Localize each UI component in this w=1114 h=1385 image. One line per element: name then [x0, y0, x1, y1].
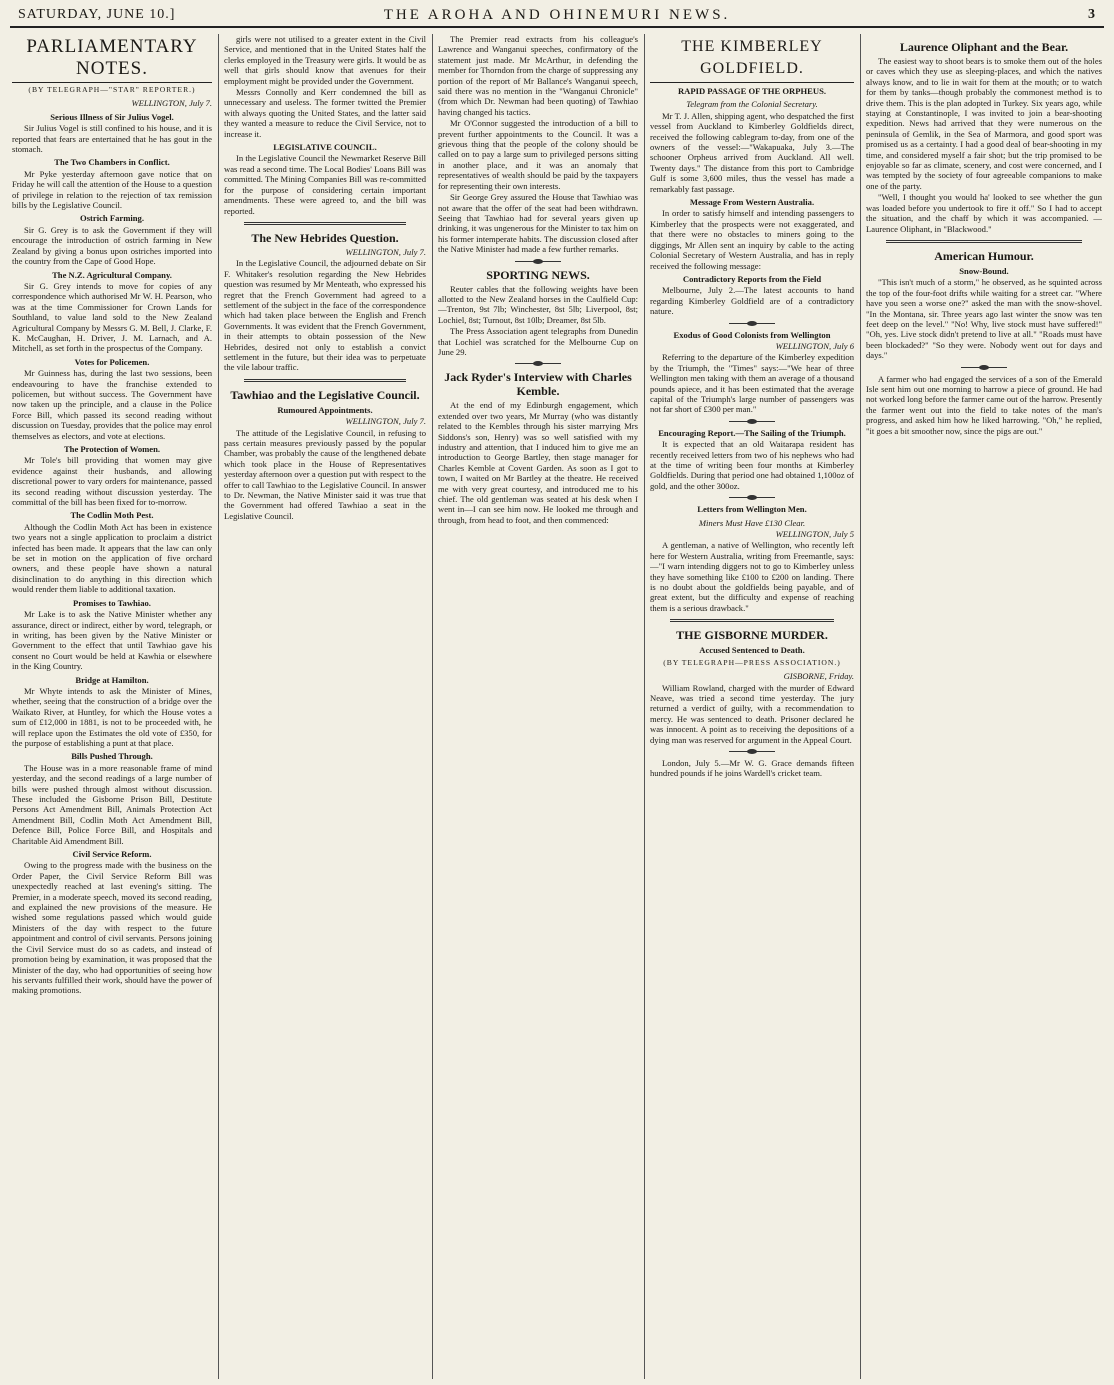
ornament-divider [961, 367, 1007, 368]
news-item [12, 444, 212, 507]
ryder-text: At the end of my Edinburgh engagement, which extended over two years, Mr Murray (who was distantly related to the Kembles through his sister marrying Mrs Siddons's son, Henry) was so well satisfied with my industry and attention, that I induced him to give me an introduction to George Bartley, then stage manager for Charles Kemble at Covent Garden. As soon as I got to town, I waited on Mr Bartley at the theatre. He received me with very great courtesy, and introduced me to his chief. The old gentleman was seated at his desk when I went in—I can see him now. He looked me through and through, from head to foot, and then commenced: [438, 400, 638, 525]
parliamentary-notes-heading: PARLIAMENTARY NOTES. [12, 36, 212, 83]
sporting-text: Reuter cables that the following weights have been allotted to the New Zealand horses in the Caulfield Cup:—Trenton, 9st 7lb; Winchester, 8st 5lb; Liverpool, 8st; Lochiel, 8st; Turnout, 8st 10lb; Dreamer, 8st 5lb. [438, 283, 638, 325]
section-divider [244, 379, 406, 382]
farmer-anecdote-text: A farmer who had engaged the services of a son of the Emerald Isle sent him out one morning to harrow a piece of ground. He had not worked long before the farmer came out of the harrow. Presently the farmer went out into the field to take notes of the man's progress, and asked him how he liked harrowing. "Oh," he replied, "it goes a bit smoother now, since the pigs are out." [866, 373, 1102, 436]
news-item [12, 112, 212, 155]
item-heading: The Protection of Women. [63, 444, 161, 454]
column-rule [432, 34, 433, 1379]
section-divider [670, 619, 834, 622]
item-heading: Promises to Tawhiao. [73, 597, 151, 608]
orpheus-subheading: Telegram from the Colonial Secretary. [686, 99, 818, 110]
ornament-divider [729, 421, 775, 422]
news-item [12, 157, 212, 210]
column-3 [438, 34, 638, 1379]
item-heading: The Codlin Moth Pest. [70, 510, 154, 521]
american-humour-heading: American Humour. [934, 248, 1034, 263]
gisborne-subheading: Accused Sentenced to Death. [699, 645, 805, 656]
news-item [12, 357, 212, 441]
dateline: GISBORNE, Friday. [783, 671, 854, 682]
western-australia-heading: Message From Western Australia. [689, 197, 815, 208]
encouraging-text: It is expected that an old Waitarapa resident has recently received letters from two of his nephews who had at the time of writing been four months at Kimberley Goldfields. During that period one had obtained 1,100oz of gold, and the other 300oz. [650, 439, 854, 491]
column-rule [218, 34, 219, 1379]
byline: (BY TELEGRAPH—"STAR" REPORTER.) [28, 85, 196, 94]
contradictory-heading: Contradictory Reports from the Field [682, 273, 822, 284]
tawhiao-text: The attitude of the Legislative Council, in refusing to pass certain measures previously passed by the popular Chamber, was probably the cause of the lengthened debate which took place in the House of Representatives yesterday afternoon over a question put with respect to the offer to call Tawhiao to the Legislative Council. In answer to Dr. Newman, the Native Minister said it was true that the Government had offered Tawhiao a seat in the Legislative Council. [224, 427, 426, 521]
london-cricket-text: London, July 5.—Mr W. G. Grace demands fifteen hundred pounds if he joins Wardell's cricket team. [650, 757, 854, 779]
item-text: Mr Guinness has, during the last two sessions, been endeavouring to have the franchise extended to policemen, but without success. The Government have now taken up the principle, and a clause in the Police Force Bill, which passed its second reading without discussion on Tuesday, provides that the police may enrol themselves as electors, and vote at elections. [12, 368, 212, 441]
section-divider [886, 240, 1082, 243]
ornament-divider [729, 751, 775, 752]
western-australia-text: In order to satisfy himself and intending passengers to Kimberley that the prospects were not exaggerated, and that there were no obstacles to miners going to the diggings, Mr Allen sent an inquiry by cable to the acting Colonial Secretary of Western Australia, and has in reply received the following message: [650, 208, 854, 271]
section-divider [244, 222, 406, 225]
letters-heading: Letters from Wellington Men. [697, 504, 807, 515]
ornament-divider [729, 497, 775, 498]
column-rule [860, 34, 861, 1379]
item-text: Sir G. Grey intends to move for copies of any correspondence which authorised Mr W. H. Pearson, who was at the time Commissioner for Crown Lands for Southland, to value land sold to the New Zealand Agricultural Company by Messrs G. M. Bell, J. Clarke, F. K. McCaughan, H. Driver, J. M. Larnach, and A. Mitchell, as set forth in the prospectus of the Company. [12, 280, 212, 354]
ornament-divider [515, 261, 561, 262]
news-item [12, 510, 212, 594]
grey-text: Sir George Grey assured the House that Tawhiao was not aware that the offer of the seat had been withdrawn. Seeing that Tawhiao had for several years given up drinking, it was ungenerous for the Minister to tax him on his former intemperate habits. The discussion closed after the Native Minister had made a few further remarks. [438, 192, 638, 255]
snow-bound-subheading: Snow-Bound. [959, 265, 1009, 276]
item-text: The House was in a more reasonable frame of mind yesterday, and the second readings of a large number of bills were pushed through almost without discussion. These included the Gisborne Prison Bill, Destitute Persons Act Amendment Bill, Animals Protection Act Amendment Bill, Codlin Moth Act Amendment Bill, Defence Bill, Police Force Bill, and Hospitals and Charitable Aid Amendment Bill. [12, 762, 212, 846]
sporting-text-2: The Press Association agent telegraphs from Dunedin that Lochiel was scratched for the Melbourne Cup on June 29. [438, 326, 638, 357]
news-items [12, 112, 212, 996]
orpheus-text: Mr T. J. Allen, shipping agent, who despatched the first vessel from Auckland to Kimberley Goldfields direct, received the following cablegram to-day, from one of the owners of the vessel:—"Wakapuaka, July 3.—The schooner Orpheus arrived from Auckland. All well. Twenty days." The distance from this port to Cambridge Gulf is some 3,600 miles, thus the vessel has made a remarkably fast passage. [650, 110, 854, 194]
news-item [12, 598, 212, 672]
item-heading: The Two Chambers in Conflict. [54, 157, 170, 168]
item-heading: Votes for Policemen. [74, 356, 150, 367]
tawhiao-subheading: Rumoured Appointments. [277, 404, 373, 415]
dateline: WELLINGTON, July 6 [775, 340, 854, 351]
oconnor-text: Mr O'Connor suggested the introduction of a bill to prevent further appointments to the Council. It was a grievous thing that the people of the colony should be called on to pay a large sum to privileged persons sitting in another place, and it was an anomaly that representatives of wealth should be paid by the taxpayers for representing their own interests. [438, 118, 638, 191]
ornament-divider [515, 363, 561, 364]
item-text: Sir Julius Vogel is still confined to his house, and it is reported that fears are entertained that he has gout in the stomach. [12, 123, 212, 155]
oliphant-text-2: "Well, I thought you would ha' looked to see whether the gun was loaded before you undertook to fire it off." So I had to accept the situation, and the chaff by which it was accompanied. — Laurence Oliphant, in "Blackwood." [866, 192, 1102, 234]
news-item [12, 213, 212, 266]
dateline: WELLINGTON, July 7. [345, 246, 426, 257]
civil-service-para: Messrs Connolly and Kerr condemned the bill as unnecessary and useless. The former twitted the Premier with always quoting the United States, and the latter said they wanted a measure to reduce the Civil Service, not to increase it. [224, 87, 426, 139]
orpheus-heading: RAPID PASSAGE OF THE ORPHEUS. [677, 86, 827, 96]
dateline: WELLINGTON, July 7. [131, 98, 212, 109]
tawhiao-heading: Tawhiao and the Legislative Council. [230, 387, 420, 402]
column-rule [644, 34, 645, 1379]
encouraging-heading: Encouraging Report.—The Sailing of the Triumph. [658, 427, 846, 438]
new-hebrides-heading: The New Hebrides Question. [251, 230, 399, 245]
item-text: Mr Tole's bill providing that women may give evidence against their husbands, and allowing discretional power to vary orders for maintenance, passed its second reading without discussion yesterday. The committal of the bill has been fixed for to-morrow. [12, 455, 212, 508]
letters-text: A gentleman, a native of Wellington, who recently left here for Western Australia, writing from Freemantle, says:—"I warn intending diggers not to go to Kimberley unless they have something like £100 to £200 on landing. There is no doubt about the goldfields being payable, and of great extent, but the difficulty and expense of reaching them is a serious drawback." [650, 540, 854, 613]
ornament-divider [729, 323, 775, 324]
masthead-title: THE AROHA AND OHINEMURI NEWS. [383, 7, 731, 23]
item-text: Mr Lake is to ask the Native Minister whether any assurance, direct or indirect, either by word, telegraph, or in writing, has been given by the Native Minister or Government to the effect that until Tawhiao gave his consent no Court would be held at Kawhia or elsewhere in the King Country. [12, 609, 212, 672]
new-hebrides-text: In the Legislative Council, the adjourned debate on Sir F. Whitaker's resolution regarding the New Hebrides question was resumed by Mr Menteath, who expressed his regret that the French Government had agreed to a settlement of the subject in the face of the correspondence which had taken place between the English and French Governments. It was evident that the French Government, in their attempts to obtain possession of the New Hebrides, desired not only to establish a convict settlement in the future, but their idea was to perpetuate the vile labour traffic. [224, 258, 426, 373]
civil-service-continued: girls were not utilised to a greater extent in the Civil Service, and mentioned that in the United States half the clerks employed in the Treasury were girls. It would be as well that girls should know that avenues for their employment might be provided under the Government. [224, 34, 426, 86]
news-item [12, 849, 212, 996]
column-4 [650, 34, 854, 1379]
item-text: Although the Codlin Moth Act has been in existence two years not a single application to proclaim a district infected has been made. It appears that the law can only be set in motion on the application of five orchard owners, and these people have shown a natural disinclination to do anything in this direction which would render them liable to additional taxation. [12, 521, 212, 595]
news-item [12, 675, 212, 749]
column-5 [866, 34, 1102, 1379]
letters-subheading: Miners Must Have £130 Clear. [698, 517, 806, 528]
kimberley-heading: THE KIMBERLEY GOLDFIELD. [650, 36, 854, 83]
dateline: WELLINGTON, July 5 [775, 529, 854, 540]
news-item [12, 270, 212, 354]
news-item [12, 751, 212, 846]
item-heading: Ostrich Farming. [80, 213, 144, 224]
item-heading: The N.Z. Agricultural Company. [52, 269, 172, 280]
snow-bound-text: "This isn't much of a storm," he observed, as he squinted across the top of the four-foot drifts while waiting for a street car. "Where have you seen a worse one?" asked the man with the snow-shovel. "In the Montana, sir. Three years ago last winter the snow was ten feet deep on the level." "No! Why, live stock must have suffered!" "Oh, yes. Live stock didn't pretend to live at all." "Roads must have been blockaded?" "So they were. Nobody went out for days and days." [866, 277, 1102, 361]
dateline: WELLINGTON, July 7. [345, 416, 426, 427]
exodus-text: Referring to the departure of the Kimberley expedition by the Triumph, the "Times" says:—"We hear of three Wellington men taking with them an average of a thousand pounds apiece, and it has been estimated that the average capital of the Triumph's large number of passengers was not far short of £300 per man." [650, 352, 854, 415]
contradictory-text: Melbourne, July 2.—The latest accounts to hand regarding Kimberley Goldfield are of a contradictory nature. [650, 285, 854, 317]
ryder-heading: Jack Ryder's Interview with Charles Kemble. [444, 370, 632, 399]
item-text: Mr Whyte intends to ask the Minister of Mines, whether, seeing that the construction of a bridge over the Waikato River, at Huntley, for which the House votes a sum of £12,000 in 1881, is not to be proceeded with, he will replace upon the Estimates the old vote of £350, for the purpose of establishing a punt at that place. [12, 685, 212, 748]
item-text: Owing to the progress made with the business on the Order Paper, the Civil Service Reform Bill was unexpectedly reached at last evening's sitting. The Premier, in a moderate speech, moved its second reading, and explained the new provisions of the measure. He wished some regulations passed which would guide Ministers of the day with respect to the future appointment and control of civil servants. Persons joining the Civil Service must do so as cadets, and instead of promotion being by examination, it was proposed that the Minister of the day, who had opportunities of seeing how his servants fulfilled their work, should have the power of making promotions. [12, 860, 212, 996]
oliphant-heading: Laurence Oliphant and the Bear. [899, 40, 1069, 54]
gisborne-text: William Rowland, charged with the murder of Edward Neave, was tried a second time yesterday. The jury returned a verdict of guilty, with a recommendation to mercy. He was sentenced to death. Prisoner declared he was innocent. A point as to receiving the depositions of a dying man was reserved for argument in the Appeal Court. [650, 682, 854, 745]
masthead [10, 4, 1104, 28]
gisborne-heading: THE GISBORNE MURDER. [676, 628, 828, 643]
legislative-council-heading: LEGISLATIVE COUNCIL. [273, 142, 377, 153]
item-heading: Serious Illness of Sir Julius Vogel. [50, 111, 174, 122]
sporting-news-heading: SPORTING NEWS. [486, 267, 590, 282]
oliphant-text: The easiest way to shoot bears is to smoke them out of the holes or caves which they use as sleeping-places, and which the natives always know, and to lie in wait for them at the mouth; or to watch for them by tanks—though probably the commonest method is to drive them. This is the plan adopted in Turkey. Six years ago, while staying at Constantinople, I was invited to join a bear-shooting expedition. News had arrived that they were numerous on the peninsula of Gemlik, in the Sea of Marmora, and good sport was promised us as a certainty. I had a good deal of bear-shooting in my time, and considered myself a fair shot; but the trip promised to be enjoyable so far as climate, scenery, and cost were concerned, and I was tempted by the society of four agreeable companions to make one of the party. [866, 56, 1102, 191]
column-1 [12, 34, 212, 1379]
item-text: Sir G. Grey is to ask the Government if they will encourage the introduction of ostrich farming in New Zealand by giving a bonus upon ostriches imported into the country from the Cape of Good Hope. [12, 224, 212, 267]
masthead-date: SATURDAY, JUNE 10.] [18, 7, 176, 22]
legislative-council-text: In the Legislative Council the Newmarket Reserve Bill was read a second time. The Local Bodies' Loans Bill was committed. The Mining Companies Bill was re-committed for the purpose of considering certain important amendments. These were agreed to, and the bill was reported. [224, 153, 426, 216]
exodus-heading: Exodus of Good Colonists from Wellington [673, 329, 831, 340]
premier-extracts-text: The Premier read extracts from his colleague's Lawrence and Wanganui speeches, confirmatory of the statement just made. Mr McArthur, in defending the member for Thorndon from the charge of suppressing any portion of the report of Mr Ballance's Wanganui speech, said there was no mention in the "Wanganui Chronicle" (from which Dr. Newman had been quoting) of Tawhiao having changed his tactics. [438, 34, 638, 117]
gisborne-byline: (BY TELEGRAPH—PRESS ASSOCIATION.) [663, 657, 841, 667]
item-heading: Bridge at Hamilton. [75, 674, 149, 685]
item-heading: Bills Pushed Through. [71, 751, 153, 762]
item-text: Mr Pyke yesterday afternoon gave notice that on Friday he will call the attention of the House to a question of privilege in relation to the rejection of tax remission bills by the Legislative Council. [12, 168, 212, 211]
column-2 [224, 34, 426, 1379]
page-number: 3 [1088, 7, 1096, 22]
item-heading: Civil Service Reform. [72, 849, 152, 860]
